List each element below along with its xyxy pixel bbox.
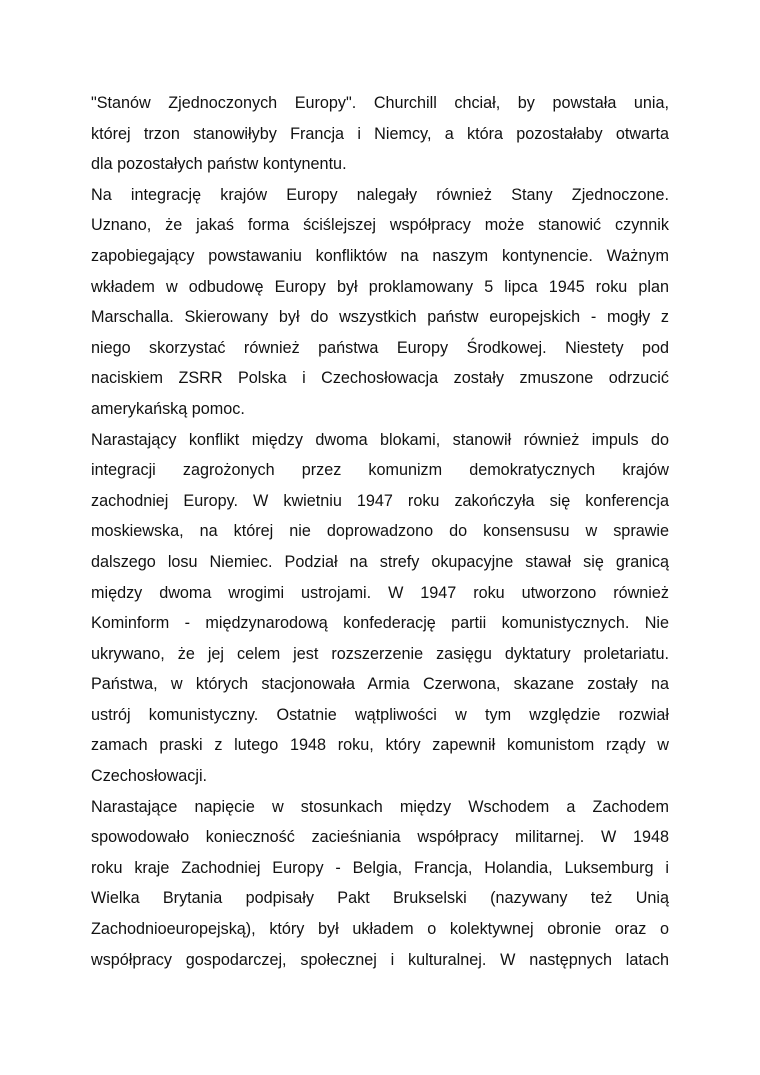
text-line: naciskiem ZSRR Polska i Czechosłowacja zostały zmuszone odrzucić — [91, 369, 669, 388]
text-line: Narastające napięcie w stosunkach między Wschodem a Zachodem — [91, 797, 669, 816]
text-line: roku kraje Zachodniej Europy - Belgia, Francja, Holandia, Luksemburg i — [91, 858, 669, 877]
text-line: amerykańską pomoc. — [91, 399, 245, 418]
text-line: Wielka Brytania podpisały Pakt Brukselski (nazywany też Unią — [91, 889, 669, 908]
text-line: Zachodnioeuropejską), który był układem o kolektywnej obronie oraz o — [91, 920, 669, 939]
paragraph — [91, 425, 669, 792]
text-line: dla pozostałych państw kontynentu. — [91, 155, 347, 174]
paragraph — [91, 88, 669, 180]
text-line: zapobiegający powstawaniu konfliktów na naszym kontynencie. Ważnym — [91, 246, 669, 265]
paragraph — [91, 792, 669, 976]
text-line: "Stanów Zjednoczonych Europy". Churchill chciał, by powstała unia, — [91, 94, 669, 112]
text-line: zachodniej Europy. W kwietniu 1947 roku zakończyła się konferencja — [91, 491, 669, 510]
text-line: Narastający konflikt między dwoma blokami, stanowił również impuls do — [91, 430, 669, 449]
text-line: spowodowało konieczność zacieśniania współpracy militarnej. W 1948 — [91, 828, 669, 847]
text-line: ustrój komunistyczny. Ostatnie wątpliwości w tym względzie rozwiał — [91, 705, 669, 724]
text-line: integracji zagrożonych przez komunizm demokratycznych krajów — [91, 461, 669, 480]
text-line: Na integrację krajów Europy nalegały również Stany Zjednoczone. — [91, 185, 669, 204]
document-page — [91, 88, 669, 975]
text-line: między dwoma wrogimi ustrojami. W 1947 roku utworzono również — [91, 583, 669, 602]
text-line: Kominform - międzynarodową konfederację partii komunistycznych. Nie — [91, 614, 669, 633]
text-line: której trzon stanowiłyby Francja i Niemcy, a która pozostałaby otwarta — [91, 124, 669, 143]
text-line: Uznano, że jakaś forma ściślejszej współpracy może stanowić czynnik — [91, 216, 669, 235]
text-line: współpracy gospodarczej, społecznej i kulturalnej. W następnych latach — [91, 950, 669, 969]
text-line: niego skorzystać również państwa Europy Środkowej. Niestety pod — [91, 338, 669, 357]
text-line: Państwa, w których stacjonowała Armia Czerwona, skazane zostały na — [91, 675, 669, 694]
text-line: dalszego losu Niemiec. Podział na strefy okupacyjne stawał się granicą — [91, 552, 669, 571]
text-line: moskiewska, na której nie doprowadzono do konsensusu w sprawie — [91, 522, 669, 541]
text-line: Czechosłowacji. — [91, 767, 208, 786]
paragraph — [91, 180, 669, 425]
text-line: ukrywano, że jej celem jest rozszerzenie zasięgu dyktatury proletariatu. — [91, 644, 669, 663]
text-line: wkładem w odbudowę Europy był proklamowany 5 lipca 1945 roku plan — [91, 277, 669, 296]
text-line: zamach praski z lutego 1948 roku, który zapewnił komunistom rządy w — [91, 736, 669, 755]
text-line: Marschalla. Skierowany był do wszystkich państw europejskich - mogły z — [91, 308, 669, 327]
